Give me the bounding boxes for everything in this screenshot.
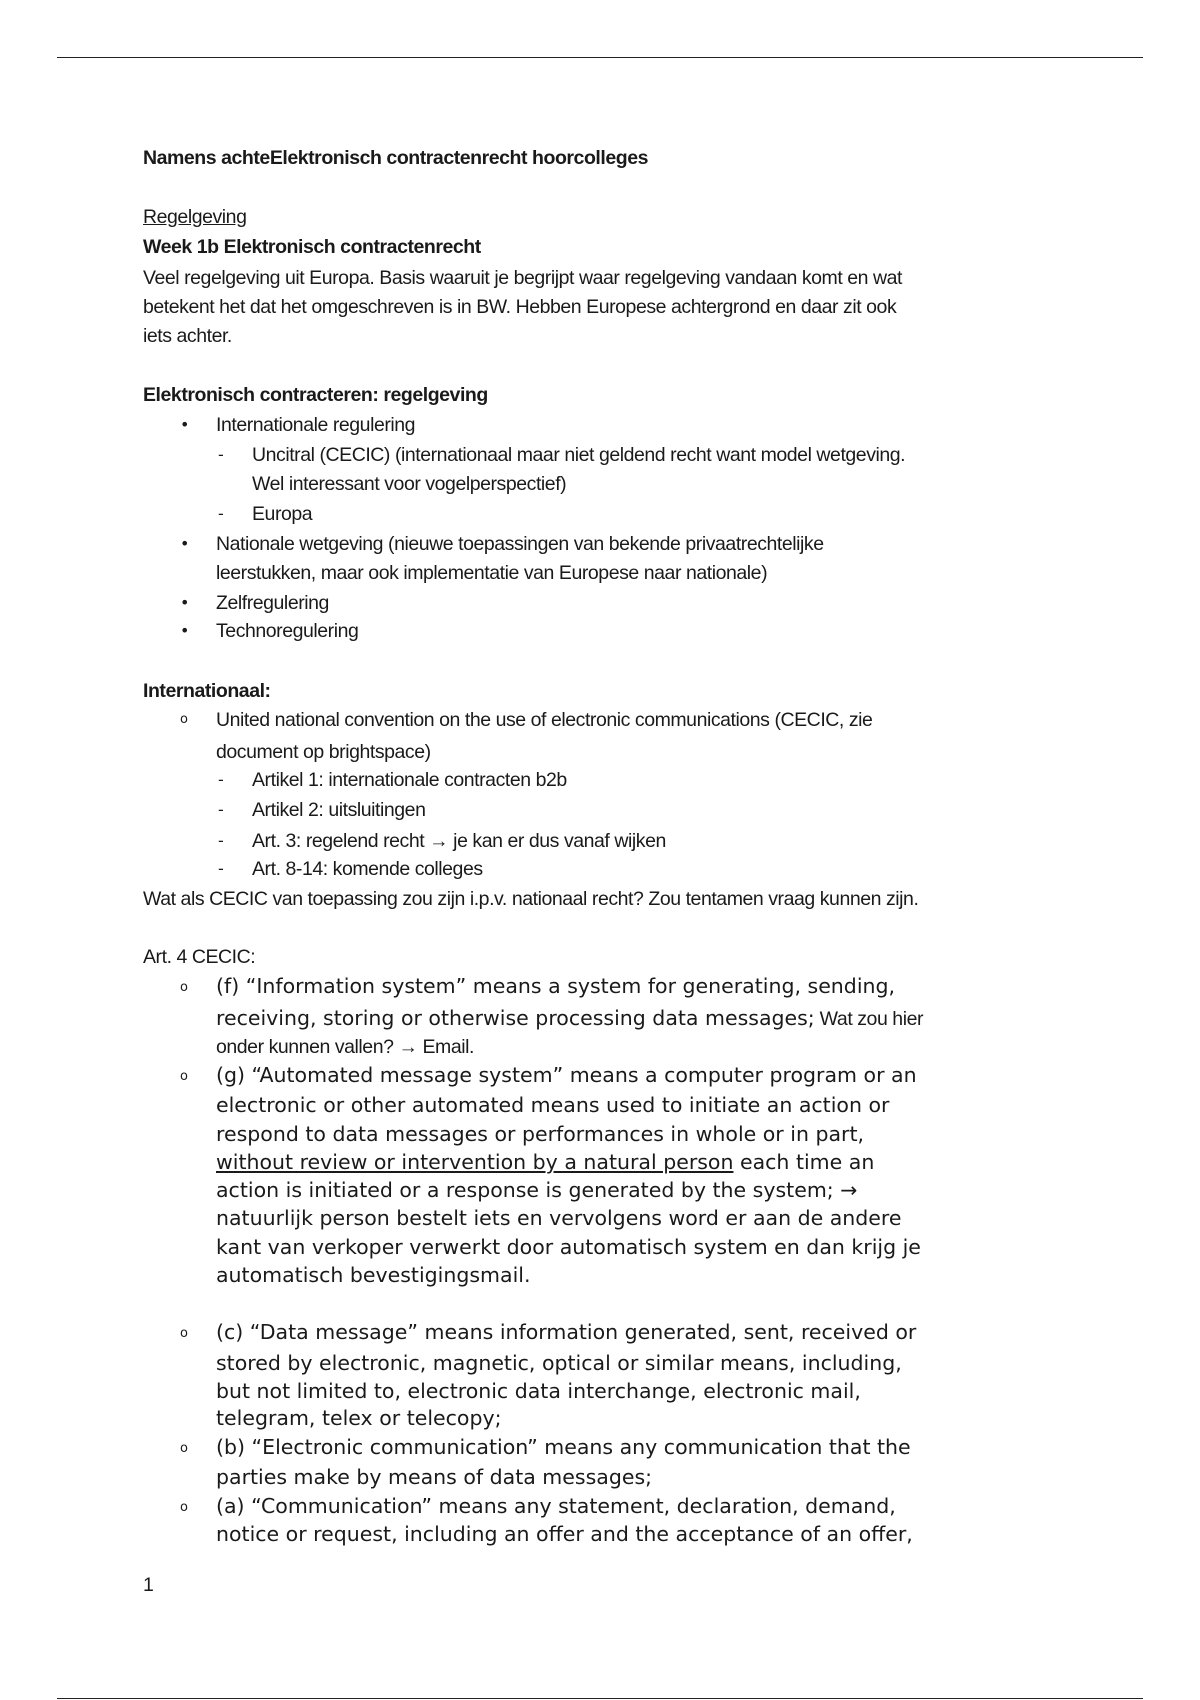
definition-g: electronic or other automated means used to initiate an action or <box>216 1093 890 1117</box>
definition-f-note: Wat zou hier <box>814 1008 924 1030</box>
bullet-icon: • <box>180 415 190 434</box>
header-rule <box>57 57 1143 58</box>
list-subitem: Uncitral (CECIC) (internationaal maar niet geldend recht want model wetgeving. <box>252 444 906 466</box>
list-item: Zelfregulering <box>216 592 329 614</box>
list-subitem: Art. 8-14: komende colleges <box>252 858 483 880</box>
week-heading: Week 1b Elektronisch contractenrecht <box>143 236 481 258</box>
underlined-phrase: without review or intervention by a natural person <box>216 1150 734 1174</box>
dash-icon: - <box>218 800 224 819</box>
definition-b: parties make by means of data messages; <box>216 1465 653 1489</box>
definition-c: stored by electronic, magnetic, optical or similar means, including, <box>216 1351 902 1375</box>
bullet-icon: • <box>180 593 190 612</box>
list-subitem: Artikel 1: internationale contracten b2b <box>252 769 567 791</box>
circle-bullet-icon: o <box>180 1441 188 1456</box>
dash-icon: - <box>218 770 224 789</box>
definition-g: natuurlijk person bestelt iets en vervolgens word er aan de andere <box>216 1206 902 1230</box>
definition-f-text: receiving, storing or otherwise processing data messages; <box>216 1006 815 1030</box>
list-subitem: Artikel 2: uitsluitingen <box>252 799 426 821</box>
list-subitem: Europa <box>252 503 313 525</box>
bullet-icon: • <box>180 621 190 640</box>
definition-g: automatisch bevestigingsmail. <box>216 1263 531 1287</box>
intro-line: Veel regelgeving uit Europa. Basis waaruit je begrijpt waar regelgeving vandaan komt en wat <box>143 267 903 289</box>
list-item: leerstukken, maar ook implementatie van Europese naar nationale) <box>216 562 768 584</box>
circle-bullet-icon: o <box>180 1500 188 1515</box>
intro-line: iets achter. <box>143 325 232 347</box>
dash-icon: - <box>218 831 224 850</box>
list-item: Nationale wetgeving (nieuwe toepassingen van bekende privaatrechtelijke <box>216 533 824 555</box>
dash-icon: - <box>218 445 224 464</box>
circle-bullet-icon: o <box>180 712 188 727</box>
footer-rule <box>57 1698 1143 1699</box>
definition-g <box>216 1150 874 1174</box>
circle-bullet-icon: o <box>180 1069 188 1084</box>
definition-g: kant van verkoper verwerkt door automatisch system en dan krijg je <box>216 1235 921 1259</box>
list-item: Technoregulering <box>216 620 359 642</box>
definition-g: action is initiated or a response is generated by the system; → <box>216 1178 858 1202</box>
list-subitem: Art. 3: regelend recht → je kan er dus vanaf wijken <box>252 830 666 852</box>
circle-bullet-icon: o <box>180 980 188 995</box>
definition-c: (c) “Data message” means information generated, sent, received or <box>216 1320 917 1344</box>
definition-c: but not limited to, electronic data interchange, electronic mail, <box>216 1379 861 1403</box>
definition-g-text: each time an <box>733 1150 875 1174</box>
definition-f <box>216 1006 923 1031</box>
list-item: Internationale regulering <box>216 414 416 436</box>
definition-g: (g) “Automated message system” means a computer program or an <box>216 1063 917 1087</box>
section-heading-regelgeving: Regelgeving <box>143 206 247 228</box>
internationaal-heading: Internationaal: <box>143 680 271 702</box>
definition-c: telegram, telex or telecopy; <box>216 1406 502 1430</box>
definition-b: (b) “Electronic communication” means any communication that the <box>216 1435 911 1459</box>
definition-a: notice or request, including an offer and the acceptance of an offer, <box>216 1522 913 1546</box>
intro-line: betekent het dat het omgeschreven is in BW. Hebben Europese achtergrond en daar zit ook <box>143 296 897 318</box>
regelgeving-heading: Elektronisch contracteren: regelgeving <box>143 384 488 406</box>
circle-bullet-icon: o <box>180 1326 188 1341</box>
list-subitem: Wel interessant voor vogelperspectief) <box>252 473 567 495</box>
bullet-icon: • <box>180 534 190 553</box>
definition-a: (a) “Communication” means any statement, declaration, demand, <box>216 1494 896 1518</box>
definition-f-note: onder kunnen vallen? → Email. <box>216 1036 474 1058</box>
list-item: United national convention on the use of electronic communications (CECIC, zie <box>216 709 873 731</box>
dash-icon: - <box>218 504 224 523</box>
art4-heading: Art. 4 CECIC: <box>143 946 256 968</box>
exam-question: Wat als CECIC van toepassing zou zijn i.p.v. nationaal recht? Zou tentamen vraag kunnen zijn. <box>143 888 919 910</box>
document-title: Namens achteElektronisch contractenrecht hoorcolleges <box>143 147 648 169</box>
list-item: document op brightspace) <box>216 741 431 763</box>
definition-f: (f) “Information system” means a system for generating, sending, <box>216 974 896 998</box>
page-number: 1 <box>143 1574 154 1596</box>
definition-g: respond to data messages or performances in whole or in part, <box>216 1122 865 1146</box>
dash-icon: - <box>218 859 224 878</box>
